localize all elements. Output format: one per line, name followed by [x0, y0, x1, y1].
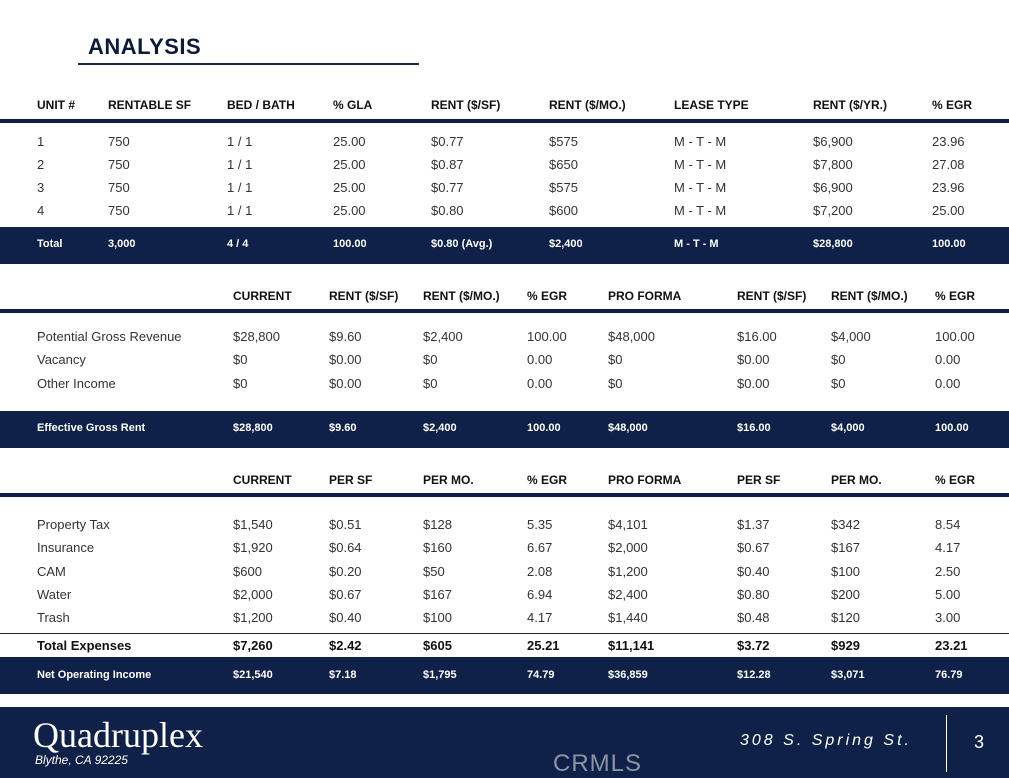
total-cell: M - T - M — [674, 238, 719, 250]
table-cell: $9.60 — [329, 329, 362, 344]
table-cell: $1,200 — [608, 564, 648, 579]
noi-cell: $12.28 — [737, 669, 771, 681]
table-cell: $0.77 — [431, 180, 464, 195]
table-cell: 27.08 — [932, 157, 965, 172]
noi-cell: $7.18 — [329, 669, 357, 681]
table-cell: 23.96 — [932, 134, 965, 149]
column-header: CURRENT — [233, 473, 292, 487]
table-cell: $0.40 — [329, 610, 362, 625]
table-cell: $1,920 — [233, 540, 273, 555]
table-cell: $0.20 — [329, 564, 362, 579]
table-cell: $2,400 — [608, 587, 648, 602]
table-cell: M - T - M — [674, 134, 727, 149]
table-cell: 0.00 — [527, 352, 553, 367]
table-cell: $1,440 — [608, 610, 648, 625]
table-cell: 8.54 — [935, 517, 961, 532]
table-cell: $0.64 — [329, 540, 362, 555]
column-header: % EGR — [932, 98, 973, 112]
total-expenses-cell: $2.42 — [329, 638, 362, 653]
title-underline — [78, 63, 419, 65]
table-cell: 23.96 — [932, 180, 965, 195]
footer-divider — [946, 715, 947, 772]
noi-cell: $36,859 — [608, 669, 648, 681]
table-cell: $1,200 — [233, 610, 273, 625]
table-cell: $6,900 — [813, 180, 853, 195]
column-header: RENTABLE SF — [108, 98, 192, 112]
table-cell: $1.37 — [737, 517, 770, 532]
table-cell: $2,000 — [233, 587, 273, 602]
column-header: PER SF — [329, 473, 373, 487]
table-cell: 750 — [108, 180, 130, 195]
total-cell: 100.00 — [935, 422, 969, 434]
table-cell: 25.00 — [333, 180, 366, 195]
table-cell: 2.50 — [935, 564, 961, 579]
total-cell: 100.00 — [527, 422, 561, 434]
table-cell: $0.80 — [431, 203, 464, 218]
table-cell: M - T - M — [674, 157, 727, 172]
table-cell: CAM — [37, 564, 66, 579]
total-cell: 100.00 — [333, 238, 367, 250]
column-header: RENT ($/MO.) — [549, 98, 626, 112]
total-cell: 3,000 — [108, 238, 136, 250]
table-cell: $0 — [233, 352, 248, 367]
table-cell: $160 — [423, 540, 452, 555]
table-cell: 4.17 — [935, 540, 961, 555]
table-cell: $0 — [608, 352, 623, 367]
total-row-band — [0, 227, 1009, 264]
table-cell: 1 / 1 — [227, 180, 253, 195]
column-header: % GLA — [333, 98, 373, 112]
table-cell: 1 / 1 — [227, 157, 253, 172]
table-cell: 1 / 1 — [227, 203, 253, 218]
total-cell: $28,800 — [813, 238, 853, 250]
table-cell: $50 — [423, 564, 445, 579]
page-title: ANALYSIS — [88, 34, 202, 59]
total-expenses-cell: $929 — [831, 638, 860, 653]
page-number: 3 — [974, 732, 985, 752]
column-header: PRO FORMA — [608, 473, 682, 487]
column-header: RENT ($/YR.) — [813, 98, 888, 112]
brand-logo-text: Quadruplex — [33, 715, 203, 755]
watermark: CRMLS — [553, 750, 643, 777]
table-cell: $167 — [831, 540, 860, 555]
column-header: % EGR — [935, 473, 976, 487]
table-cell: 3.00 — [935, 610, 961, 625]
total-cell: $48,000 — [608, 422, 648, 434]
table-cell: 5.00 — [935, 587, 961, 602]
header-rule — [0, 309, 1009, 313]
table-cell: 3 — [37, 180, 45, 195]
table-cell: 6.94 — [527, 587, 553, 602]
column-header: UNIT # — [37, 98, 76, 112]
table-cell: 1 — [37, 134, 45, 149]
table-cell: 25.00 — [932, 203, 965, 218]
total-cell: $9.60 — [329, 422, 357, 434]
total-cell: 100.00 — [932, 238, 966, 250]
table-cell: 2.08 — [527, 564, 553, 579]
table-cell: $0.48 — [737, 610, 770, 625]
table-cell: $0.00 — [329, 376, 362, 391]
noi-cell: $3,071 — [831, 669, 865, 681]
total-cell: $2,400 — [549, 238, 583, 250]
table-cell: $342 — [831, 517, 860, 532]
table-cell: $28,800 — [233, 329, 280, 344]
column-header: PER MO. — [423, 473, 474, 487]
table-cell: $650 — [549, 157, 578, 172]
table-cell: $0.87 — [431, 157, 464, 172]
table-cell: $16.00 — [737, 329, 777, 344]
table-cell: 4.17 — [527, 610, 553, 625]
table-cell: $0 — [423, 376, 438, 391]
table-cell: $2,000 — [608, 540, 648, 555]
table-cell: $0.00 — [737, 376, 770, 391]
total-expenses-cell: $7,260 — [233, 638, 273, 653]
table-cell: 750 — [108, 157, 130, 172]
column-header: BED / BATH — [227, 98, 295, 112]
table-cell: Water — [37, 587, 72, 602]
table-cell: $200 — [831, 587, 860, 602]
total-expenses-rule — [0, 633, 1009, 634]
column-header: RENT ($/MO.) — [423, 289, 500, 303]
total-expenses-cell: $3.72 — [737, 638, 770, 653]
noi-cell: $21,540 — [233, 669, 273, 681]
column-header: PER MO. — [831, 473, 882, 487]
total-expenses-cell: $11,141 — [608, 638, 655, 653]
total-expenses-cell: Total Expenses — [37, 638, 132, 653]
column-header: RENT ($/SF) — [329, 289, 399, 303]
property-address: 308 S. Spring St. — [740, 732, 912, 749]
table-cell: M - T - M — [674, 180, 727, 195]
table-cell: $7,200 — [813, 203, 853, 218]
table-cell: $48,000 — [608, 329, 655, 344]
table-cell: $1,540 — [233, 517, 273, 532]
total-cell: $0.80 (Avg.) — [431, 238, 493, 250]
table-cell: $0.67 — [737, 540, 770, 555]
noi-cell: $1,795 — [423, 669, 457, 681]
header-rule — [0, 493, 1009, 497]
property-city: Blythe, CA 92225 — [35, 753, 128, 767]
net-operating-income-band — [0, 657, 1009, 694]
column-header: RENT ($/SF) — [431, 98, 501, 112]
total-cell: Total — [37, 238, 63, 250]
total-expenses-cell: $605 — [423, 638, 452, 653]
table-cell: $575 — [549, 134, 578, 149]
noi-cell: Net Operating Income — [37, 669, 152, 681]
table-cell: 25.00 — [333, 203, 366, 218]
column-header: RENT ($/MO.) — [831, 289, 908, 303]
table-cell: $600 — [549, 203, 578, 218]
table-cell: $0.67 — [329, 587, 362, 602]
total-cell: Effective Gross Rent — [37, 422, 146, 434]
table-cell: $0 — [608, 376, 623, 391]
table-cell: $100 — [831, 564, 860, 579]
column-header: % EGR — [527, 473, 568, 487]
table-cell: 5.35 — [527, 517, 553, 532]
table-cell: M - T - M — [674, 203, 727, 218]
table-cell: $7,800 — [813, 157, 853, 172]
table-cell: $4,000 — [831, 329, 871, 344]
total-cell: $16.00 — [737, 422, 771, 434]
table-cell: 4 — [37, 203, 45, 218]
table-cell: $167 — [423, 587, 452, 602]
table-cell: $575 — [549, 180, 578, 195]
total-cell: $28,800 — [233, 422, 273, 434]
total-cell: $4,000 — [831, 422, 865, 434]
total-expenses-cell: 25.21 — [527, 638, 560, 653]
table-cell: $0.80 — [737, 587, 770, 602]
table-cell: Potential Gross Revenue — [37, 329, 182, 344]
table-cell: 1 / 1 — [227, 134, 253, 149]
table-cell: 750 — [108, 203, 130, 218]
table-cell: 2 — [37, 157, 45, 172]
column-header: LEASE TYPE — [674, 98, 749, 112]
table-cell: Other Income — [37, 376, 116, 391]
table-cell: Vacancy — [37, 352, 86, 367]
table-cell: $4,101 — [608, 517, 648, 532]
table-cell: $0.77 — [431, 134, 464, 149]
table-cell: $0 — [233, 376, 248, 391]
column-header: RENT ($/SF) — [737, 289, 807, 303]
table-cell: $128 — [423, 517, 452, 532]
table-cell: $120 — [831, 610, 860, 625]
total-expenses-cell: 23.21 — [935, 638, 968, 653]
table-cell: 0.00 — [935, 376, 961, 391]
table-cell: $0.00 — [329, 352, 362, 367]
table-cell: 100.00 — [527, 329, 567, 344]
table-cell: $0.51 — [329, 517, 362, 532]
table-cell: 0.00 — [935, 352, 961, 367]
table-cell: 100.00 — [935, 329, 975, 344]
table-cell: $100 — [423, 610, 452, 625]
table-cell: 25.00 — [333, 157, 366, 172]
table-cell: Insurance — [37, 540, 95, 555]
table-cell: $0 — [423, 352, 438, 367]
table-cell: $600 — [233, 564, 262, 579]
table-cell: 0.00 — [527, 376, 553, 391]
total-cell: 4 / 4 — [227, 238, 249, 250]
column-header: CURRENT — [233, 289, 292, 303]
table-cell: Property Tax — [37, 517, 110, 532]
effective-gross-rent-band — [0, 411, 1009, 448]
column-header: % EGR — [935, 289, 976, 303]
column-header: PRO FORMA — [608, 289, 682, 303]
table-cell: Trash — [37, 610, 70, 625]
table-cell: 6.67 — [527, 540, 553, 555]
noi-cell: 76.79 — [935, 669, 963, 681]
table-cell: $0.00 — [737, 352, 770, 367]
column-header: PER SF — [737, 473, 781, 487]
column-header: % EGR — [527, 289, 568, 303]
table-cell: $0.40 — [737, 564, 770, 579]
table-cell: 750 — [108, 134, 130, 149]
noi-cell: 74.79 — [527, 669, 555, 681]
table-cell: $0 — [831, 376, 846, 391]
table-cell: 25.00 — [333, 134, 366, 149]
total-cell: $2,400 — [423, 422, 457, 434]
table-cell: $0 — [831, 352, 846, 367]
table-cell: $6,900 — [813, 134, 853, 149]
table-cell: $2,400 — [423, 329, 463, 344]
header-rule — [0, 119, 1009, 123]
